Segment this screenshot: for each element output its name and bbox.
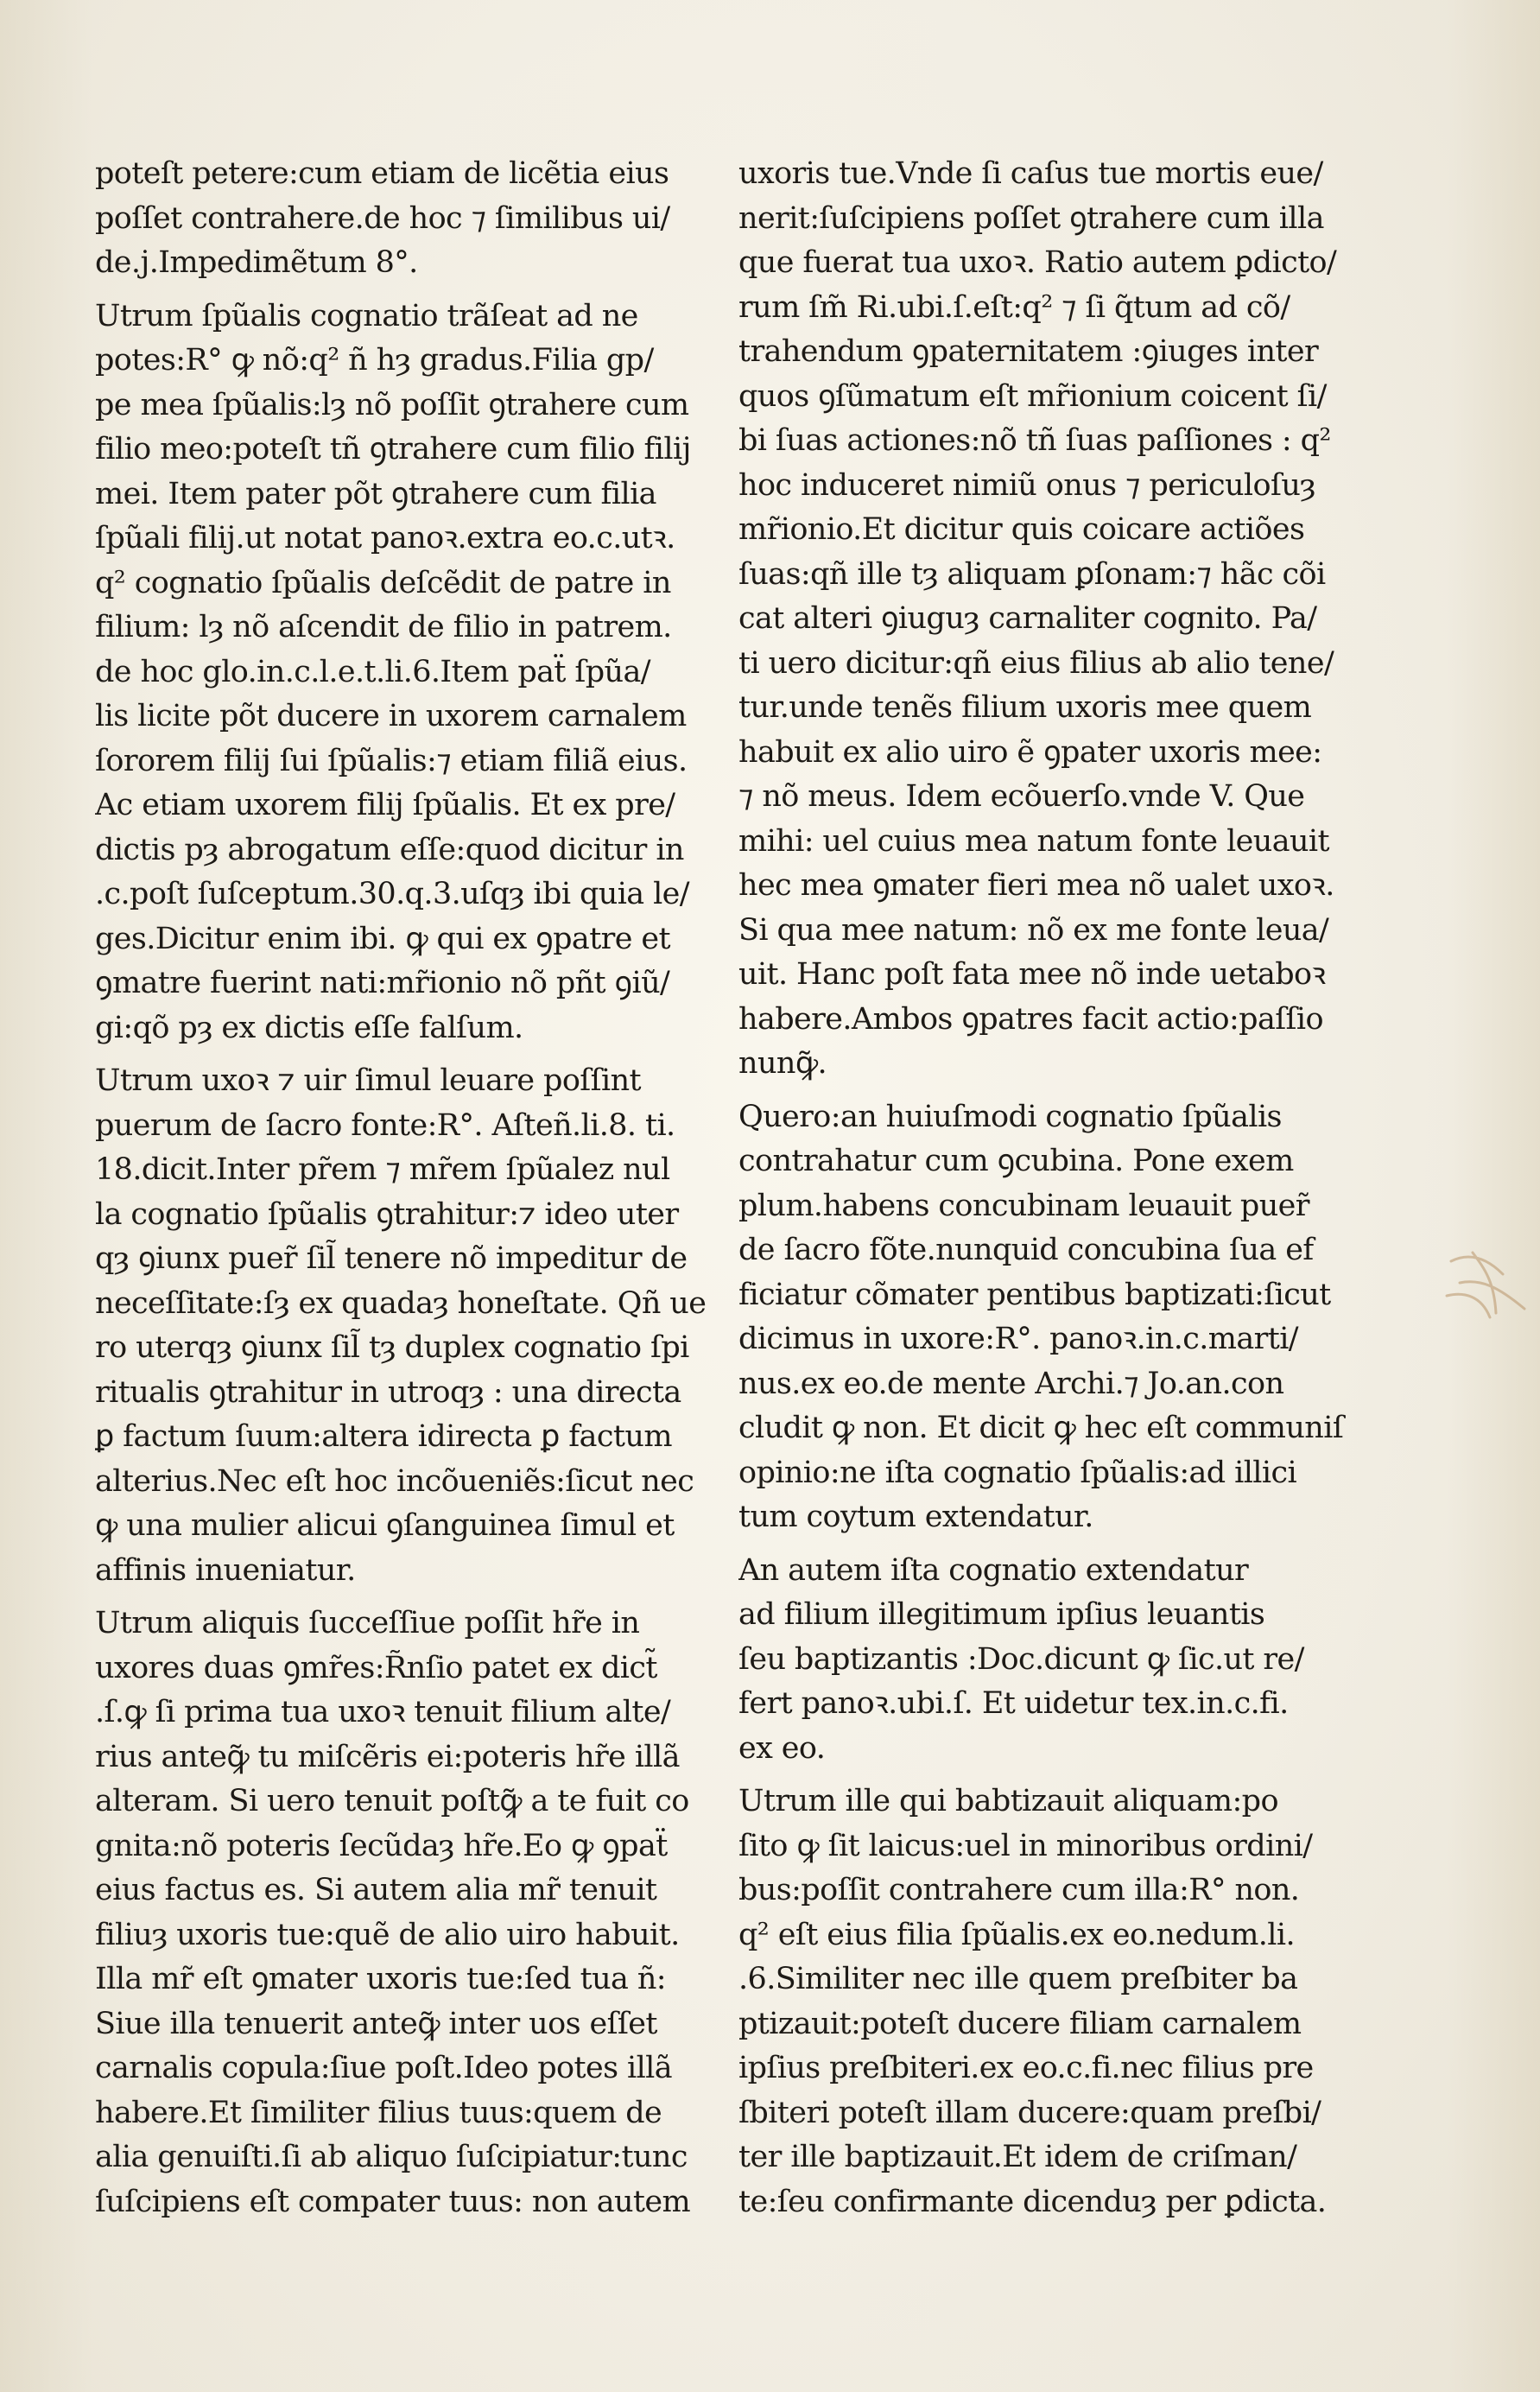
- right-column-line: rum ſm̃ Ri.ubi.ſ.eſt:q² ⁊ ſi q̃tum ad cõ/: [738, 289, 1290, 325]
- right-column-line: tum coytum extendatur.: [738, 1500, 1093, 1534]
- right-column-line: te:ſeu confirmante dicenduȝ per ꝑdicta.: [738, 2184, 1327, 2219]
- left-column-line: q² cognatio ſpũalis deſcẽdit de patre in: [95, 565, 671, 600]
- right-column-line: cludit ꝙ non. Et dicit ꝙ hec eſt communiſ: [738, 1411, 1344, 1445]
- paragraph-gap: [738, 1771, 1378, 1780]
- right-column-line: uit. Hanc poſt fata mee nõ inde uetaboꝛ: [738, 957, 1326, 992]
- left-column-line: Ac etiam uxorem filij ſpũalis. Et ex pre/: [95, 788, 675, 822]
- right-column-line: ti uero dicitur:qñ eius filius ab alio tene/: [738, 645, 1334, 681]
- right-column-line: hec mea ꝯmater fieri mea nõ ualet uxoꝛ.: [738, 868, 1334, 903]
- right-column-line: hoc induceret nimiũ onus ⁊ periculoſuȝ: [738, 467, 1315, 503]
- left-column-line: potes:R° ꝙ nõ:q² ñ hȝ gradus.Filia gp/: [95, 343, 654, 378]
- left-column-line: .ſ.ꝙ ſi prima tua uxoꝛ tenuit filium alte/: [95, 1695, 671, 1729]
- right-column-line: uxoris tue.Vnde ſi caſus tue mortis eue/: [738, 156, 1323, 191]
- right-column-line: opinio:ne iſta cognatio ſpũalis:ad illici: [738, 1455, 1297, 1490]
- left-column-line: filio meo:poteſt tñ ꝯtrahere cum filio filij: [95, 432, 691, 466]
- right-column-line: ptizauit:poteſt ducere filiam carnalem: [738, 2006, 1302, 2041]
- left-column-line: la cognatio ſpũalis ꝯtrahitur:⁊ ideo uter: [95, 1196, 679, 1232]
- left-column-line: Utrum ſpũalis cognatio trãſeat ad ne: [95, 298, 638, 333]
- left-column-line: puerum de ſacro fonte:R°. Aſteñ.li.8. ti.: [95, 1107, 675, 1143]
- left-column-line: qȝ ꝯiunx puer̃ ſil̃ tenere nõ impeditur de: [95, 1241, 688, 1276]
- right-column-line: ſbiteri poteſt illam ducere:quam preſbi/: [738, 2095, 1321, 2130]
- right-column-line: ad filium illegitimum ipſius leuantis: [738, 1597, 1265, 1632]
- right-column-line: trahendum ꝯpaternitatem :ꝯiuges inter: [738, 334, 1319, 369]
- left-column-line: ſororem filij ſui ſpũalis:⁊ etiam filiã eius.: [95, 743, 688, 778]
- right-column-line: ſeu baptizantis :Doc.dicunt ꝙ ſic.ut re/: [738, 1641, 1304, 1677]
- paragraph-gap: [738, 1087, 1378, 1095]
- right-text-column: [738, 152, 1378, 2224]
- left-column-line: poſſet contrahere.de hoc ⁊ ſimilibus ui/: [95, 200, 670, 236]
- right-column-line: ſuas:qñ ille tȝ aliquam ꝑſonam:⁊ hãc cõi: [738, 556, 1326, 592]
- right-column-line: ⁊ nõ meus. Idem ecõuerſo.vnde V. Que: [738, 779, 1305, 814]
- left-column-line: 18.dicit.Inter pr̃em ⁊ mr̃em ſpũalez nul: [95, 1152, 670, 1187]
- left-column-line: alterius.Nec eſt hoc incõueniẽs:ſicut nec: [95, 1463, 694, 1499]
- left-column-line: Illa mr̃ eſt ꝯmater uxoris tue:ſed tua ñ:: [95, 1962, 666, 1996]
- right-column-line: de ſacro fõte.nunquid concubina ſua ef: [738, 1233, 1314, 1267]
- right-column-line: contrahatur cum ꝯcubina. Pone exem: [738, 1144, 1294, 1178]
- right-column-line: plum.habens concubinam leuauit puer̃: [738, 1188, 1309, 1223]
- left-column-line: ꝙ una mulier alicui ꝯſanguinea ſimul et: [95, 1508, 675, 1543]
- left-column-line: alteram. Si uero tenuit poſtꝙ̃ a te fuit co: [95, 1784, 689, 1818]
- left-column-line: ſpũali filij.ut notat panoꝛ.extra eo.c.utꝛ.: [95, 521, 675, 555]
- right-column-line: cat alteri ꝯiuguȝ carnaliter cognito. Pa/: [738, 601, 1317, 636]
- right-column-line: nus.ex eo.de mente Archi.⁊ Jo.an.con: [738, 1366, 1284, 1401]
- left-column-line: carnalis copula:ſiue poſt.Ideo potes illã: [95, 2051, 673, 2085]
- right-column-line: ex eo.: [738, 1730, 826, 1766]
- right-column-line: bi ſuas actiones:nõ tñ ſuas paſſiones : q²: [738, 423, 1331, 458]
- left-column-line: poteſt petere:cum etiam de licẽtia eius: [95, 156, 669, 191]
- left-column-line: affinis inueniatur.: [95, 1552, 356, 1588]
- left-column-line: de hoc glo.in.c.l.e.t.li.6.Item paẗ ſpũa/: [95, 654, 650, 689]
- left-column-line: gnita:nõ poteris ſecũdaȝ hr̃e.Eo ꝙ ꝯpaẗ: [95, 1828, 668, 1863]
- paragraph-gap: [95, 1050, 717, 1059]
- right-column-line: ter ille baptizauit.Et idem de criſman/: [738, 2140, 1297, 2174]
- right-column-line: ipſius preſbiteri.ex eo.c.fi.nec filius pre: [738, 2051, 1314, 2085]
- right-column-line: An autem iſta cognatio extendatur: [738, 1552, 1249, 1588]
- left-column-line: ro uterqȝ ꝯiunx ſil̃ tȝ duplex cognatio ſpi: [95, 1330, 689, 1365]
- right-column-line: Si qua mee natum: nõ ex me fonte leua/: [738, 912, 1329, 948]
- right-column-line: dicimus in uxore:R°. panoꝛ.in.c.marti/: [738, 1322, 1298, 1356]
- left-column-line: ꝯmatre fuerint nati:mr̃ionio nõ pñt ꝯiũ/: [95, 966, 670, 1000]
- right-column-line: mihi: uel cuius mea natum fonte leuauit: [738, 823, 1329, 859]
- right-column-line: fert panoꝛ.ubi.ſ. Et uidetur tex.in.c.fi.: [738, 1686, 1289, 1721]
- left-column-line: ſuſcipiens eſt compater tuus: non autem: [95, 2184, 691, 2219]
- right-column-line: .6.Similiter nec ille quem preſbiter ba: [738, 1962, 1298, 1996]
- right-column-line: nunꝙ̃.: [738, 1046, 827, 1081]
- right-column-line: quos ꝯſũmatum eſt mr̃ionium coicent ſi/: [738, 378, 1327, 414]
- right-column-line: Quero:an huiuſmodi cognatio ſpũalis: [738, 1099, 1282, 1134]
- left-column-line: eius factus es. Si autem alia mr̃ tenuit: [95, 1873, 657, 1907]
- left-column-line: Utrum uxoꝛ ⁊ uir ſimul leuare poſſint: [95, 1063, 642, 1098]
- left-column-line: Utrum aliquis ſucceſſiue poſſit hr̃e in: [95, 1606, 640, 1640]
- right-column-line: mr̃ionio.Et dicitur quis coicare actiões: [738, 512, 1305, 547]
- left-column-line: uxores duas ꝯmr̃es:R̃nſio patet ex dict̃: [95, 1650, 657, 1685]
- left-column-line: ritualis ꝯtrahitur in utroqȝ : una directa: [95, 1374, 681, 1410]
- right-column-line: ficiatur cõmater pentibus baptizati:ſicut: [738, 1277, 1331, 1312]
- left-column-line: neceſſitate:ſȝ ex quadaȝ honeſtate. Qñ ue: [95, 1285, 707, 1321]
- left-column-line: ꝑ factum ſuum:altera idirecta ꝑ factum: [95, 1419, 672, 1454]
- left-column-line: ges.Dicitur enim ibi. ꝙ qui ex ꝯpatre et: [95, 921, 671, 956]
- left-column-line: gi:qõ pȝ ex dictis eſſe falſum.: [95, 1010, 523, 1045]
- left-column-line: filiuȝ uxoris tue:quẽ de alio uiro habuit.: [95, 1917, 680, 1952]
- right-column-line: habuit ex alio uiro ẽ ꝯpater uxoris mee:: [738, 734, 1322, 770]
- paragraph-gap: [95, 1593, 717, 1602]
- right-column-line: habere.Ambos ꝯpatres facit actio:paſſio: [738, 1001, 1323, 1037]
- left-column-line: rius anteꝙ̃ tu miſcẽris ei:poteris hr̃e illã: [95, 1739, 680, 1774]
- left-column-line: habere.Et ſimiliter filius tuus:quem de: [95, 2095, 662, 2130]
- paragraph-gap: [95, 286, 717, 295]
- ink-smudge-mark: [1434, 1235, 1537, 1330]
- right-column-line: nerit:ſuſcipiens poſſet ꝯtrahere cum illa: [738, 200, 1324, 236]
- right-column-line: bus:poſſit contrahere cum illa:R° non.: [738, 1873, 1300, 1907]
- left-column-line: de.j.Impedimẽtum 8°.: [95, 245, 418, 280]
- left-column-line: filium: lȝ nõ aſcendit de filio in patrem.: [95, 610, 672, 644]
- left-column-line: pe mea ſpũalis:lȝ nõ poſſit ꝯtrahere cum: [95, 387, 689, 422]
- paragraph-gap: [738, 1540, 1378, 1549]
- left-text-column: [95, 152, 717, 2224]
- left-column-line: mei. Item pater põt ꝯtrahere cum filia: [95, 476, 656, 511]
- left-column-line: Siue illa tenuerit anteꝙ̃ inter uos eſſet: [95, 2006, 657, 2041]
- left-column-line: alia genuiſti.ſi ab aliquo ſuſcipiatur:tunc: [95, 2140, 688, 2174]
- right-column-line: ſito ꝙ ſit laicus:uel in minoribus ordini/: [738, 1828, 1313, 1863]
- left-column-line: lis licite põt ducere in uxorem carnalem: [95, 699, 687, 733]
- left-column-line: dictis pȝ abrogatum eſſe:quod dicitur in: [95, 832, 684, 867]
- right-column-line: q² eſt eius filia ſpũalis.ex eo.nedum.li.: [738, 1917, 1296, 1952]
- right-column-line: tur.unde tenẽs filium uxoris mee quem: [738, 690, 1312, 725]
- right-column-line: Utrum ille qui babtizauit aliquam:po: [738, 1784, 1278, 1818]
- right-column-line: que fuerat tua uxoꝛ. Ratio autem ꝑdicto/: [738, 245, 1337, 280]
- left-column-line: .c.poſt ſuſceptum.30.q.3.uſqȝ ibi quia le/: [95, 877, 689, 911]
